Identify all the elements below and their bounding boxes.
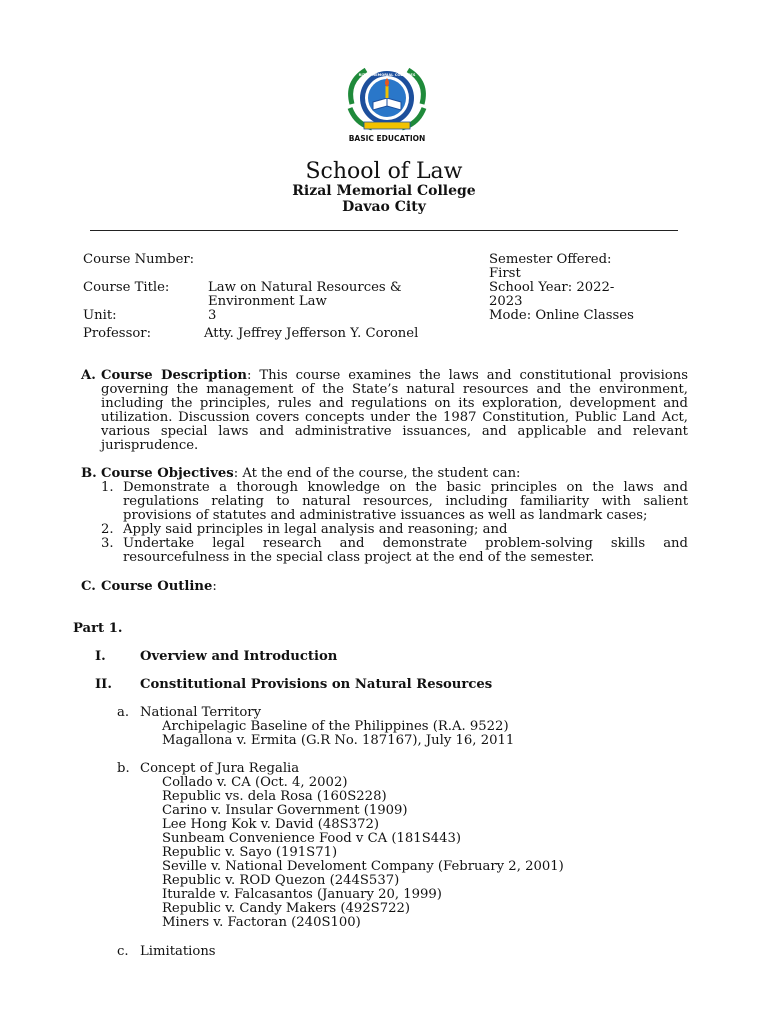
outline-case-item: Republic v. Candy Makers (492S722) xyxy=(162,901,411,916)
section-c-marker: C. xyxy=(81,579,96,594)
course-description xyxy=(101,369,688,453)
outline-case-item: Miners v. Factoran (240S100) xyxy=(162,915,361,930)
course-objectives-heading: Course Objectives xyxy=(101,466,234,481)
course-outline-heading xyxy=(101,580,217,594)
objective-item: Undertake legal research and demonstrate problem-solving skills and resourcefulness in the special class project at the end of the semester. xyxy=(123,536,688,565)
class-mode: Mode: Online Classes xyxy=(489,308,634,323)
outline-part: Part 1. xyxy=(73,621,123,636)
outline-sub-letter: c. xyxy=(117,944,129,959)
school-logo xyxy=(342,64,432,144)
objective-item: Demonstrate a thorough knowledge on the basic principles on the laws and regulations relating to natural resources, including familiarity with salient provisions of statutes and administrative issuances as well as landmark cases; xyxy=(123,480,688,523)
outline-sub-title: Limitations xyxy=(140,944,216,959)
outline-case-item: Lee Hong Kok v. David (48S372) xyxy=(162,817,380,832)
professor-value: Atty. Jeffrey Jefferson Y. Coronel xyxy=(204,326,419,341)
school-year-cont: 2023 xyxy=(489,294,523,309)
outline-sub-letter: b. xyxy=(117,761,130,776)
course-number-label: Course Number: xyxy=(83,252,195,267)
outline-sub-letter: a. xyxy=(117,705,130,720)
course-objectives-intro xyxy=(101,467,688,481)
outline-case-item: Republic vs. dela Rosa (160S228) xyxy=(162,789,387,804)
logo-caption: BASIC EDUCATION xyxy=(348,134,426,143)
semester-label: Semester Offered: xyxy=(489,252,612,267)
outline-roman-number: II. xyxy=(95,677,112,692)
course-title-value: Law on Natural Resources & xyxy=(208,280,402,295)
institution-name: Rizal Memorial College xyxy=(292,183,476,199)
objective-item: Apply said principles in legal analysis and reasoning; and xyxy=(123,522,508,537)
course-outline-title: Course Outline xyxy=(101,579,213,594)
section-b-marker: B. xyxy=(81,466,97,481)
objective-number: 3. xyxy=(101,536,114,551)
outline-case-item: Republic v. Sayo (191S71) xyxy=(162,845,338,860)
school-year: School Year: 2022- xyxy=(489,280,615,295)
unit-value: 3 xyxy=(208,308,217,323)
course-objectives-text: : At the end of the course, the student can: xyxy=(233,466,521,481)
objective-number: 2. xyxy=(101,522,114,537)
outline-roman-title: Overview and Introduction xyxy=(140,649,338,664)
professor-label: Professor: xyxy=(83,326,152,341)
outline-case-item: Sunbeam Convenience Food v CA (181S443) xyxy=(162,831,462,846)
outline-case-item: Ituralde v. Falcasantos (January 20, 1999) xyxy=(162,887,442,902)
outline-case-item: Archipelagic Baseline of the Philippines (R.A. 9522) xyxy=(162,719,509,734)
semester-value: First xyxy=(489,266,521,281)
header-divider xyxy=(90,230,678,231)
seal-icon xyxy=(342,64,432,144)
course-outline-colon: : xyxy=(212,579,217,594)
institution-city: Davao City xyxy=(342,199,426,215)
unit-label: Unit: xyxy=(83,308,117,323)
course-title-value-cont: Environment Law xyxy=(208,294,327,309)
outline-case-item: Carino v. Insular Government (1909) xyxy=(162,803,408,818)
outline-sub-title: National Territory xyxy=(140,705,262,720)
page-title: School of Law xyxy=(305,159,463,184)
outline-case-item: Collado v. CA (Oct. 4, 2002) xyxy=(162,775,348,790)
logo-ring-text: RIZAL MEMORIAL COLLEGES xyxy=(358,73,416,77)
outline-roman-title: Constitutional Provisions on Natural Resources xyxy=(140,677,493,692)
objective-number: 1. xyxy=(101,480,114,495)
outline-sub-title: Concept of Jura Regalia xyxy=(140,761,300,776)
outline-roman-number: I. xyxy=(95,649,106,664)
outline-case-item: Republic v. ROD Quezon (244S537) xyxy=(162,873,400,888)
course-description-text: : This course examines the laws and constitutional provisions governing the management of the State’s natural resources and the environment, including the principles, rules and regulations on its exploration, development and utilization. Discussion covers concepts under the 1987 Constitution, Public Land Act, various special laws and administrative issuances, and applicable and relevant jurisprudence. xyxy=(101,368,688,453)
outline-case-item: Magallona v. Ermita (G.R No. 187167), July 16, 2011 xyxy=(162,733,515,748)
course-description-heading: Course Description xyxy=(101,368,247,383)
section-a-marker: A. xyxy=(81,368,96,383)
outline-case-item: Seville v. National Develoment Company (February 2, 2001) xyxy=(162,859,564,874)
course-title-label: Course Title: xyxy=(83,280,170,295)
